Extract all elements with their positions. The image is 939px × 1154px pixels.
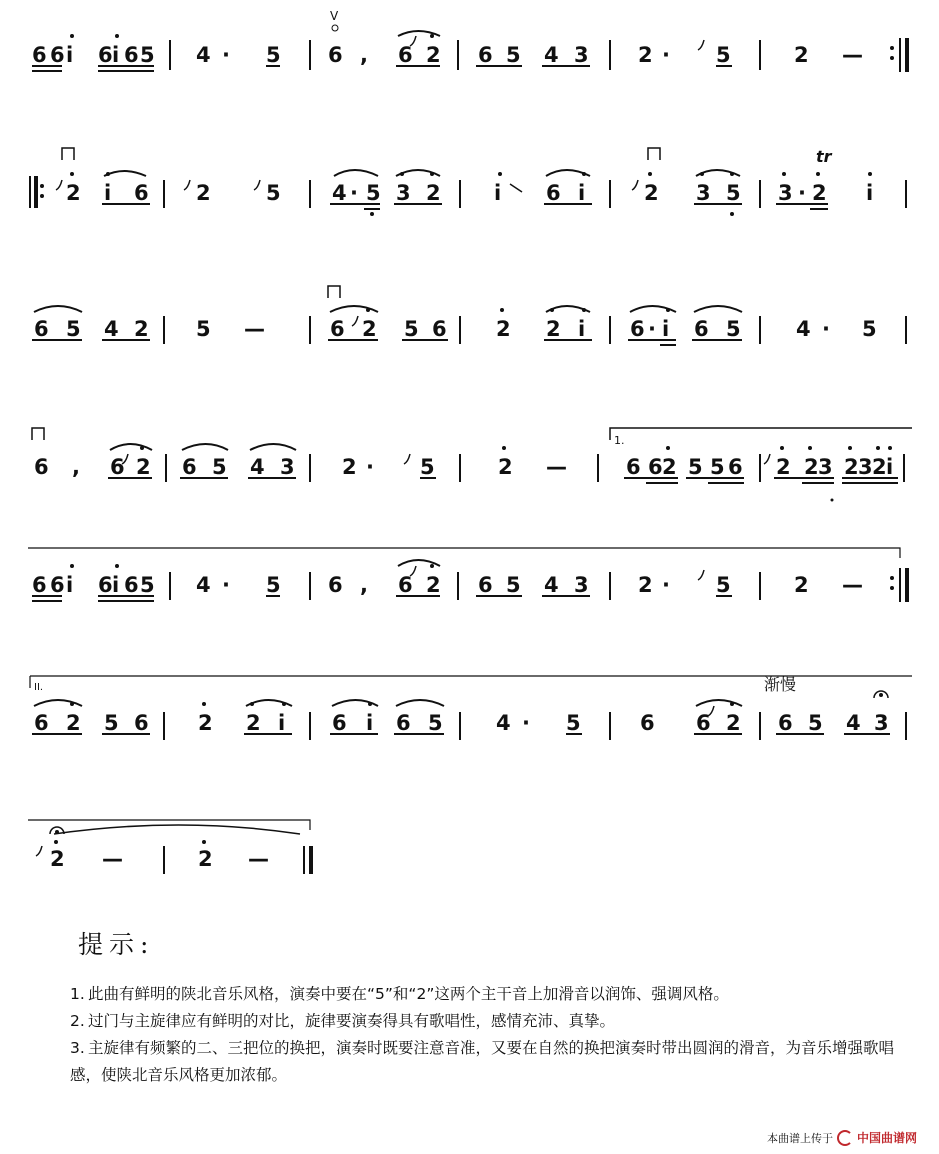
svg-text:5: 5 [196, 317, 211, 341]
svg-text:6: 6 [50, 43, 65, 67]
svg-text:6: 6 [432, 317, 447, 341]
svg-text:·: · [350, 181, 358, 205]
svg-text:3: 3 [778, 181, 793, 205]
svg-text:·: · [222, 573, 230, 597]
svg-text:6: 6 [134, 181, 149, 205]
svg-text:2: 2 [794, 573, 809, 597]
score-row-5 [32, 573, 863, 597]
svg-text:—: — [102, 847, 123, 871]
tips-section [70, 925, 910, 1089]
svg-text:2: 2 [872, 455, 887, 479]
svg-text:5: 5 [428, 711, 443, 735]
svg-text:2: 2 [134, 317, 149, 341]
site-name[interactable]: 中国曲谱网 [856, 1131, 917, 1145]
svg-text:4: 4 [544, 573, 559, 597]
svg-text:5: 5 [862, 317, 877, 341]
svg-text:3: 3 [280, 455, 295, 479]
svg-text:6: 6 [694, 317, 709, 341]
svg-text:2: 2 [50, 847, 65, 871]
svg-text:2: 2 [812, 181, 827, 205]
site-logo-icon [837, 1130, 853, 1146]
svg-text:4: 4 [196, 573, 211, 597]
svg-text:5: 5 [716, 573, 731, 597]
svg-text:6: 6 [630, 317, 645, 341]
score-row-4 [34, 455, 893, 479]
svg-text:4: 4 [196, 43, 211, 67]
svg-text:—: — [244, 317, 265, 341]
svg-text:4: 4 [332, 181, 347, 205]
svg-text:5: 5 [716, 43, 731, 67]
score-row-1 [32, 43, 863, 67]
svg-text:—: — [842, 43, 863, 67]
svg-text:5: 5 [506, 43, 521, 67]
svg-text:2: 2 [198, 711, 213, 735]
svg-text:i: i [886, 455, 894, 479]
svg-text:i: i [662, 317, 670, 341]
svg-text:II.: II. [34, 682, 44, 693]
svg-text:2: 2 [496, 317, 511, 341]
svg-text:6: 6 [396, 711, 411, 735]
svg-text:2: 2 [546, 317, 561, 341]
svg-text:6: 6 [182, 455, 197, 479]
svg-text:2: 2 [498, 455, 513, 479]
svg-text:i: i [578, 181, 586, 205]
svg-text:5: 5 [726, 181, 741, 205]
svg-text:i: i [66, 573, 74, 597]
svg-text:5: 5 [726, 317, 741, 341]
svg-text:3: 3 [874, 711, 889, 735]
svg-text:6: 6 [640, 711, 655, 735]
svg-text:6: 6 [124, 573, 139, 597]
svg-text:—: — [546, 455, 567, 479]
svg-text:·: · [798, 181, 806, 205]
svg-text:3: 3 [858, 455, 873, 479]
svg-text:5: 5 [566, 711, 581, 735]
svg-text:5: 5 [266, 573, 281, 597]
svg-text:5: 5 [506, 573, 521, 597]
svg-text:2: 2 [198, 847, 213, 871]
svg-text:i: i [112, 43, 120, 67]
svg-text:5: 5 [404, 317, 419, 341]
svg-text:i: i [112, 573, 120, 597]
score-row-2 [66, 181, 873, 205]
svg-text:6: 6 [330, 317, 345, 341]
svg-text:2: 2 [196, 181, 211, 205]
tip-item: 2. 过门与主旋律应有鲜明的对比，旋律要演奏得具有歌唱性，感情充沛、真挚。 [70, 1012, 616, 1030]
svg-text:6: 6 [478, 573, 493, 597]
tips-list [70, 981, 910, 1089]
svg-text:2: 2 [246, 711, 261, 735]
svg-text:6: 6 [32, 43, 47, 67]
svg-text:3: 3 [396, 181, 411, 205]
svg-text:i: i [66, 43, 74, 67]
svg-text:2: 2 [66, 711, 81, 735]
svg-text:2: 2 [776, 455, 791, 479]
svg-text:tr: tr [816, 147, 832, 166]
svg-text:渐慢: 渐慢 [764, 675, 797, 694]
svg-text:2: 2 [662, 455, 677, 479]
svg-text:2: 2 [804, 455, 819, 479]
svg-text:6: 6 [478, 43, 493, 67]
svg-text:6: 6 [328, 573, 343, 597]
svg-text:6: 6 [134, 711, 149, 735]
svg-text:6: 6 [124, 43, 139, 67]
svg-text:4: 4 [496, 711, 511, 735]
svg-text:4: 4 [846, 711, 861, 735]
svg-text:6: 6 [98, 43, 113, 67]
svg-text:6: 6 [398, 43, 413, 67]
svg-text:3: 3 [696, 181, 711, 205]
svg-text:2: 2 [426, 181, 441, 205]
svg-text:2: 2 [726, 711, 741, 735]
svg-text:·: · [662, 43, 670, 67]
score-row-7 [50, 847, 269, 871]
svg-text:2: 2 [844, 455, 859, 479]
svg-text:2: 2 [342, 455, 357, 479]
svg-text:·: · [648, 317, 656, 341]
tips-title: 提示: [78, 930, 155, 959]
svg-text:6: 6 [50, 573, 65, 597]
svg-text:6: 6 [728, 455, 743, 479]
svg-text:V: V [330, 9, 339, 23]
svg-text:2: 2 [644, 181, 659, 205]
svg-text:6: 6 [34, 711, 49, 735]
svg-text:5: 5 [66, 317, 81, 341]
svg-text:6: 6 [778, 711, 793, 735]
svg-text:5: 5 [212, 455, 227, 479]
svg-text:5: 5 [366, 181, 381, 205]
svg-text:5: 5 [140, 573, 155, 597]
svg-text:i: i [278, 711, 286, 735]
svg-text:5: 5 [710, 455, 725, 479]
score-row-3 [34, 317, 877, 341]
svg-text:2: 2 [426, 573, 441, 597]
svg-text:,: , [360, 573, 368, 597]
svg-text:2: 2 [638, 573, 653, 597]
svg-text:i: i [494, 181, 502, 205]
svg-text:5: 5 [808, 711, 823, 735]
svg-text:i: i [104, 181, 112, 205]
tip-text: 主旋律有频繁的二、三把位的换把，演奏时既要注意音准，又要在自然的换把演奏时带出圆润的滑音，为音乐增强歌唱感，使陕北音乐风格更加浓郁。 [70, 1039, 895, 1084]
svg-text:·: · [662, 573, 670, 597]
svg-text:6: 6 [34, 455, 49, 479]
svg-text:·: · [522, 711, 530, 735]
tip-item: 3. 主旋律有频繁的二、三把位的换把，演奏时既要注意音准，又要在自然的换把演奏时带出圆润的滑音，为音乐增强歌唱感，使陕北音乐风格更加浓郁。 [70, 1039, 895, 1084]
svg-text:6: 6 [328, 43, 343, 67]
svg-text:·: · [822, 317, 830, 341]
svg-text:4: 4 [544, 43, 559, 67]
svg-text:6: 6 [34, 317, 49, 341]
svg-text:6: 6 [626, 455, 641, 479]
svg-text:i: i [866, 181, 874, 205]
svg-text:2: 2 [794, 43, 809, 67]
svg-text:6: 6 [32, 573, 47, 597]
svg-text:6: 6 [696, 711, 711, 735]
svg-text:·: · [222, 43, 230, 67]
svg-text:5: 5 [688, 455, 703, 479]
svg-text:i: i [578, 317, 586, 341]
svg-text:6: 6 [546, 181, 561, 205]
svg-text:3: 3 [574, 573, 589, 597]
svg-text:6: 6 [648, 455, 663, 479]
svg-text:6: 6 [110, 455, 125, 479]
svg-text:6: 6 [98, 573, 113, 597]
credit-prefix: 本曲谱上传于 [766, 1131, 833, 1145]
svg-text:2: 2 [426, 43, 441, 67]
svg-text:5: 5 [266, 43, 281, 67]
svg-text:,: , [360, 43, 368, 67]
svg-text:5: 5 [420, 455, 435, 479]
tip-text: 过门与主旋律应有鲜明的对比，旋律要演奏得具有歌唱性，感情充沛、真挚。 [88, 1012, 616, 1030]
svg-text:4: 4 [104, 317, 119, 341]
svg-text:3: 3 [818, 455, 833, 479]
svg-text:3: 3 [574, 43, 589, 67]
svg-text:2: 2 [638, 43, 653, 67]
svg-text:2: 2 [362, 317, 377, 341]
svg-text:4: 4 [250, 455, 265, 479]
svg-text:2: 2 [66, 181, 81, 205]
tip-text: 此曲有鲜明的陕北音乐风格，演奏中要在“5”和“2”这两个主干音上加滑音以润饰、强调风格。 [88, 985, 729, 1003]
svg-text:5: 5 [266, 181, 281, 205]
tip-item: 1. 此曲有鲜明的陕北音乐风格，演奏中要在“5”和“2”这两个主干音上加滑音以润饰、强调风格。 [70, 985, 729, 1003]
svg-text:2: 2 [136, 455, 151, 479]
svg-text:—: — [842, 573, 863, 597]
svg-text:5: 5 [104, 711, 119, 735]
svg-text:4: 4 [796, 317, 811, 341]
svg-text:6: 6 [398, 573, 413, 597]
svg-text:i: i [366, 711, 374, 735]
svg-text:5: 5 [140, 43, 155, 67]
svg-text:·: · [366, 455, 374, 479]
svg-text:6: 6 [332, 711, 347, 735]
svg-text:1.: 1. [614, 434, 625, 447]
svg-text:—: — [248, 847, 269, 871]
svg-text:,: , [72, 455, 80, 479]
upload-credit [767, 1129, 917, 1146]
